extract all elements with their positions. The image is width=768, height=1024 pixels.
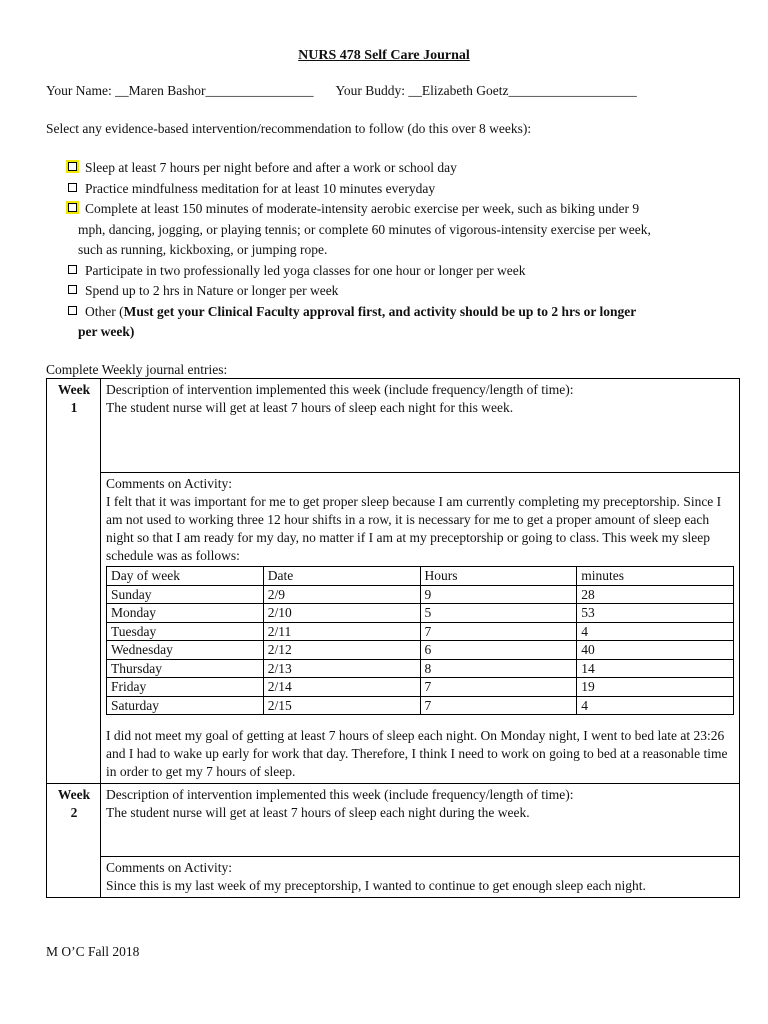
week-label-text: Week bbox=[57, 382, 91, 397]
cell-hours: 5 bbox=[420, 604, 577, 623]
checkbox-icon[interactable] bbox=[68, 203, 77, 212]
reflection-text: I did not meet my goal of getting at least 7 hours of sleep each night. On Monday night, I went to bed late at 23:26 and I had to wake up early for work that day. Therefore, I think I need to work on going to bed at a reasonable time in order to get my 7 hours of sleep. bbox=[106, 728, 728, 779]
option-label: Participate in two professionally led yoga classes for one hour or longer per week bbox=[85, 262, 526, 278]
name-line bbox=[46, 83, 637, 99]
checkbox-icon[interactable] bbox=[68, 265, 77, 274]
header-hours: Hours bbox=[420, 567, 577, 586]
checkbox-icon[interactable] bbox=[68, 306, 77, 315]
week-2-comments-cell[interactable] bbox=[101, 857, 740, 898]
cell-date: 2/13 bbox=[263, 659, 420, 678]
cell-hours: 6 bbox=[420, 641, 577, 660]
cell-minutes: 14 bbox=[577, 659, 734, 678]
checkbox-icon[interactable] bbox=[68, 285, 77, 294]
cell-day: Sunday bbox=[107, 585, 264, 604]
cell-date: 2/12 bbox=[263, 641, 420, 660]
complete-entries-label: Complete Weekly journal entries: bbox=[46, 362, 228, 377]
cell-hours: 7 bbox=[420, 622, 577, 641]
cell-hours: 9 bbox=[420, 585, 577, 604]
option-yoga[interactable] bbox=[68, 261, 728, 282]
cell-hours: 7 bbox=[420, 678, 577, 697]
cell-day: Saturday bbox=[107, 696, 264, 715]
option-label-continued: mph, dancing, jogging, or playing tennis; or complete 60 minutes of vigorous-intensity exercise per week, bbox=[78, 221, 651, 237]
week-1-description-cell[interactable] bbox=[101, 379, 740, 473]
week-label-text: Week bbox=[57, 787, 91, 802]
table-row bbox=[107, 622, 734, 641]
week-2-label bbox=[47, 784, 101, 898]
cell-day: Thursday bbox=[107, 659, 264, 678]
cell-date: 2/11 bbox=[263, 622, 420, 641]
header-day: Day of week bbox=[107, 567, 264, 586]
option-mindfulness[interactable] bbox=[68, 179, 728, 200]
description-label: Description of intervention implemented this week (include frequency/length of time): bbox=[106, 382, 574, 397]
table-row bbox=[107, 696, 734, 715]
intervention-options bbox=[68, 158, 728, 343]
option-nature[interactable] bbox=[68, 281, 728, 302]
table-row bbox=[107, 659, 734, 678]
cell-hours: 7 bbox=[420, 696, 577, 715]
week-number: 2 bbox=[70, 805, 78, 820]
week-1-label bbox=[47, 379, 101, 784]
option-label: Practice mindfulness meditation for at least 10 minutes everyday bbox=[85, 180, 436, 196]
cell-minutes: 53 bbox=[577, 604, 734, 623]
cell-day: Friday bbox=[107, 678, 264, 697]
your-buddy-field: Your Buddy: __Elizabeth Goetz___________________ bbox=[335, 83, 637, 98]
header-date: Date bbox=[263, 567, 420, 586]
option-label: Other ( bbox=[85, 303, 124, 319]
option-label-continued: such as running, kickboxing, or jumping rope. bbox=[78, 242, 328, 257]
description-label: Description of intervention implemented this week (include frequency/length of time): bbox=[106, 787, 574, 802]
cell-day: Wednesday bbox=[107, 641, 264, 660]
option-label: Spend up to 2 hrs in Nature or longer per week bbox=[85, 283, 339, 298]
cell-day: Tuesday bbox=[107, 622, 264, 641]
cell-date: 2/15 bbox=[263, 696, 420, 715]
comments-text: Since this is my last week of my preceptorship, I wanted to continue to get enough sleep each night. bbox=[106, 878, 646, 893]
cell-hours: 8 bbox=[420, 659, 577, 678]
table-row bbox=[107, 604, 734, 623]
week-number: 1 bbox=[70, 400, 78, 415]
comments-label: Comments on Activity: bbox=[106, 860, 233, 875]
journal-table bbox=[46, 378, 740, 898]
cell-date: 2/10 bbox=[263, 604, 420, 623]
checkbox-icon[interactable] bbox=[68, 162, 77, 171]
sleep-schedule-table bbox=[106, 566, 734, 715]
table-row bbox=[107, 641, 734, 660]
description-text: The student nurse will get at least 7 hours of sleep each night for this week. bbox=[106, 400, 514, 415]
week-2-description-cell[interactable] bbox=[101, 784, 740, 857]
option-label: Complete at least 150 minutes of moderate-intensity aerobic exercise per week, such as biking under 9 bbox=[85, 201, 640, 216]
option-label-continued: per week) bbox=[78, 324, 135, 339]
instruction-text: Select any evidence-based intervention/recommendation to follow (do this over 8 weeks): bbox=[46, 121, 532, 136]
cell-minutes: 4 bbox=[577, 696, 734, 715]
cell-minutes: 40 bbox=[577, 641, 734, 660]
week-1-comments-cell[interactable] bbox=[101, 473, 740, 784]
cell-minutes: 28 bbox=[577, 585, 734, 604]
cell-date: 2/14 bbox=[263, 678, 420, 697]
option-label: Sleep at least 7 hours per night before and after a work or school day bbox=[85, 160, 457, 175]
option-aerobic-exercise[interactable] bbox=[68, 199, 728, 261]
your-name-field: Your Name: __Maren Bashor________________ bbox=[46, 83, 314, 98]
checkbox-icon[interactable] bbox=[68, 183, 77, 192]
option-sleep[interactable] bbox=[68, 158, 728, 179]
footer-text: M O’C Fall 2018 bbox=[46, 944, 140, 959]
header-minutes: minutes bbox=[577, 567, 734, 586]
cell-minutes: 19 bbox=[577, 678, 734, 697]
document-title: NURS 478 Self Care Journal bbox=[298, 48, 470, 63]
cell-date: 2/9 bbox=[263, 585, 420, 604]
description-text: The student nurse will get at least 7 hours of sleep each night during the week. bbox=[106, 805, 530, 820]
cell-minutes: 4 bbox=[577, 622, 734, 641]
comments-text: I felt that it was important for me to get proper sleep because I am currently completing my preceptorship. Since I am not used to working three 12 hour shifts in a row, it is necessary for me to get a proper amount of sleep each night so that I am ready for my day, no matter if I am at my preceptorship or going to class. This week my sleep schedule was as follows: bbox=[106, 494, 722, 563]
table-row bbox=[107, 585, 734, 604]
option-label-bold: Must get your Clinical Faculty approval first, and activity should be up to 2 hrs or longer bbox=[123, 303, 637, 319]
comments-label: Comments on Activity: bbox=[106, 476, 233, 491]
table-header-row bbox=[107, 567, 734, 586]
cell-day: Monday bbox=[107, 604, 264, 623]
table-row bbox=[107, 678, 734, 697]
option-other[interactable] bbox=[68, 302, 728, 343]
